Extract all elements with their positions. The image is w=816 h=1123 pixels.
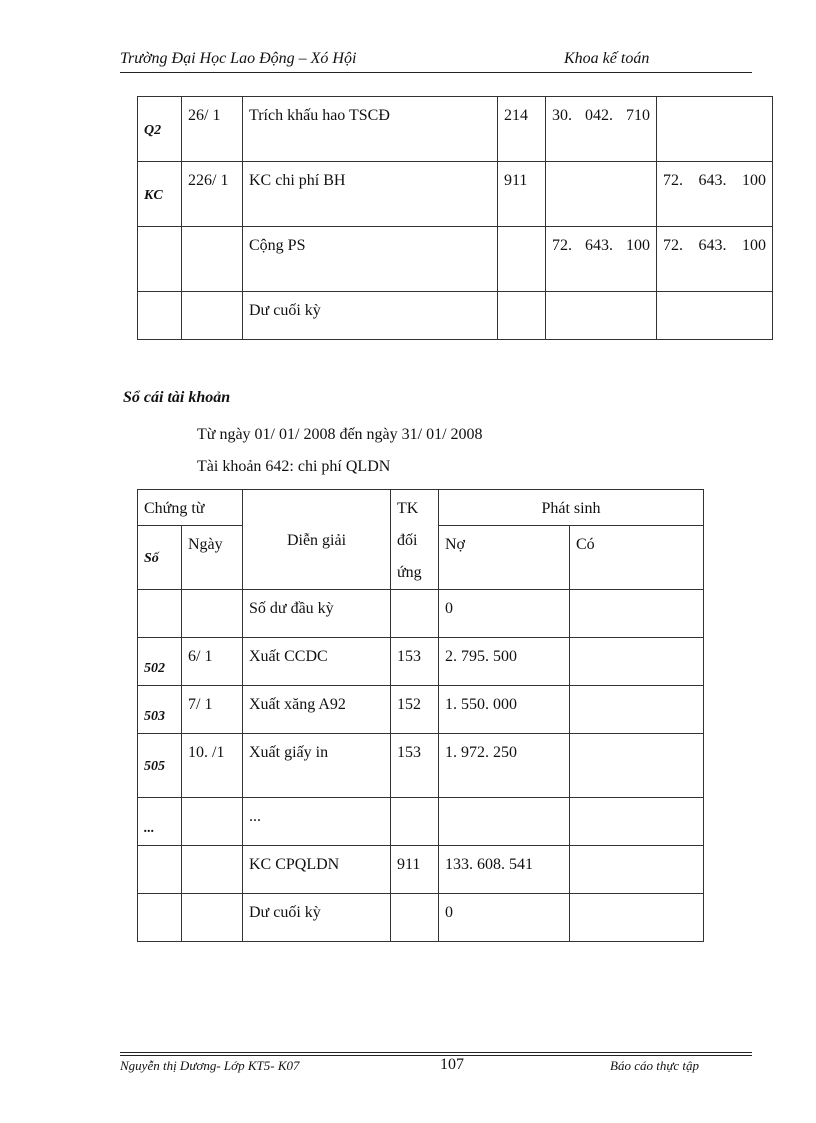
credit-amount (570, 798, 704, 846)
table-row (138, 798, 704, 846)
table-row (138, 734, 704, 798)
ledger-table-642 (137, 489, 704, 942)
debit-amount: 1. 550. 000 (439, 686, 570, 734)
header-number: Số (138, 526, 182, 590)
contra-account (391, 894, 439, 942)
debit-amount (546, 162, 657, 227)
contra-account (391, 798, 439, 846)
contra-account: 214 (498, 97, 546, 162)
description: Xuất giấy in (243, 734, 391, 798)
debit-amount: 133. 608. 541 (439, 846, 570, 894)
voucher-date: 226/ 1 (182, 162, 243, 227)
table-row (138, 846, 704, 894)
date-range: Từ ngày 01/ 01/ 2008 đến ngày 31/ 01/ 2008 (197, 426, 483, 443)
credit-amount: 72. 643. 100 (657, 227, 773, 292)
voucher-number: Q2 (138, 97, 182, 162)
credit-amount (657, 97, 773, 162)
footer-divider (120, 1052, 752, 1053)
voucher-number: ... (138, 798, 182, 846)
header-credit: Có (570, 526, 704, 590)
header-tk-line3: ứng (397, 564, 422, 581)
debit-amount: 2. 795. 500 (439, 638, 570, 686)
credit-amount (570, 686, 704, 734)
contra-account (498, 227, 546, 292)
table-row (138, 590, 704, 638)
header-contra-account (391, 490, 439, 590)
voucher-number (138, 590, 182, 638)
voucher-number: 503 (138, 686, 182, 734)
voucher-date: 6/ 1 (182, 638, 243, 686)
table-row (138, 227, 773, 292)
header-department: Khoa kế toán (564, 50, 650, 67)
description: ... (243, 798, 391, 846)
page-header (120, 50, 752, 73)
table-row (138, 894, 704, 942)
header-arising: Phát sinh (439, 490, 704, 526)
voucher-number (138, 227, 182, 292)
debit-amount (439, 798, 570, 846)
contra-account: 153 (391, 734, 439, 798)
footer-author: Nguyễn thị Dương- Lớp KT5- K07 (120, 1058, 300, 1073)
credit-amount (570, 590, 704, 638)
description: KC CPQLDN (243, 846, 391, 894)
credit-amount (657, 292, 773, 340)
header-description: Diễn giải (243, 490, 391, 590)
header-tk-line2: đối (397, 532, 418, 549)
voucher-date (182, 894, 243, 942)
description: Dư cuối kỳ (243, 292, 498, 340)
account-name: Tài khoản 642: chi phí QLDN (197, 458, 391, 475)
table-row (138, 162, 773, 227)
header-debit: Nợ (439, 526, 570, 590)
contra-account: 911 (391, 846, 439, 894)
description: Xuất CCDC (243, 638, 391, 686)
voucher-date (182, 227, 243, 292)
voucher-number: 505 (138, 734, 182, 798)
contra-account: 153 (391, 638, 439, 686)
credit-amount (570, 894, 704, 942)
voucher-date (182, 590, 243, 638)
voucher-number: 502 (138, 638, 182, 686)
table-row (138, 686, 704, 734)
contra-account: 152 (391, 686, 439, 734)
debit-amount: 1. 972. 250 (439, 734, 570, 798)
footer-divider (120, 1055, 752, 1056)
voucher-number: KC (138, 162, 182, 227)
contra-account: 911 (498, 162, 546, 227)
voucher-number (138, 846, 182, 894)
description: Cộng PS (243, 227, 498, 292)
table-header-row (138, 490, 704, 526)
debit-amount: 0 (439, 590, 570, 638)
voucher-date (182, 846, 243, 894)
voucher-number (138, 894, 182, 942)
voucher-number (138, 292, 182, 340)
table-row (138, 292, 773, 340)
description: KC chi phí BH (243, 162, 498, 227)
page-number: 107 (440, 1056, 464, 1073)
debit-amount: 72. 643. 100 (546, 227, 657, 292)
table-row (138, 638, 704, 686)
credit-amount (570, 734, 704, 798)
description: Trích khấu hao TSCĐ (243, 97, 498, 162)
ledger-table-continued (137, 96, 773, 340)
header-voucher: Chứng từ (138, 490, 243, 526)
voucher-date (182, 292, 243, 340)
footer-report-title: Báo cáo thực tập (610, 1058, 700, 1073)
description: Số dư đầu kỳ (243, 590, 391, 638)
voucher-date: 7/ 1 (182, 686, 243, 734)
debit-amount: 30. 042. 710 (546, 97, 657, 162)
voucher-date: 10. /1 (182, 734, 243, 798)
credit-amount (570, 846, 704, 894)
contra-account (498, 292, 546, 340)
contra-account (391, 590, 439, 638)
credit-amount (570, 638, 704, 686)
header-school: Trường Đại Học Lao Động – Xó Hội (120, 50, 357, 67)
voucher-date: 26/ 1 (182, 97, 243, 162)
voucher-date (182, 798, 243, 846)
credit-amount: 72. 643. 100 (657, 162, 773, 227)
debit-amount (546, 292, 657, 340)
debit-amount: 0 (439, 894, 570, 942)
table-row (138, 97, 773, 162)
description: Xuất xăng A92 (243, 686, 391, 734)
header-tk-line1: TK (397, 500, 419, 517)
section-title: Sổ cái tài khoản (123, 389, 231, 406)
header-date: Ngày (182, 526, 243, 590)
description: Dư cuối kỳ (243, 894, 391, 942)
